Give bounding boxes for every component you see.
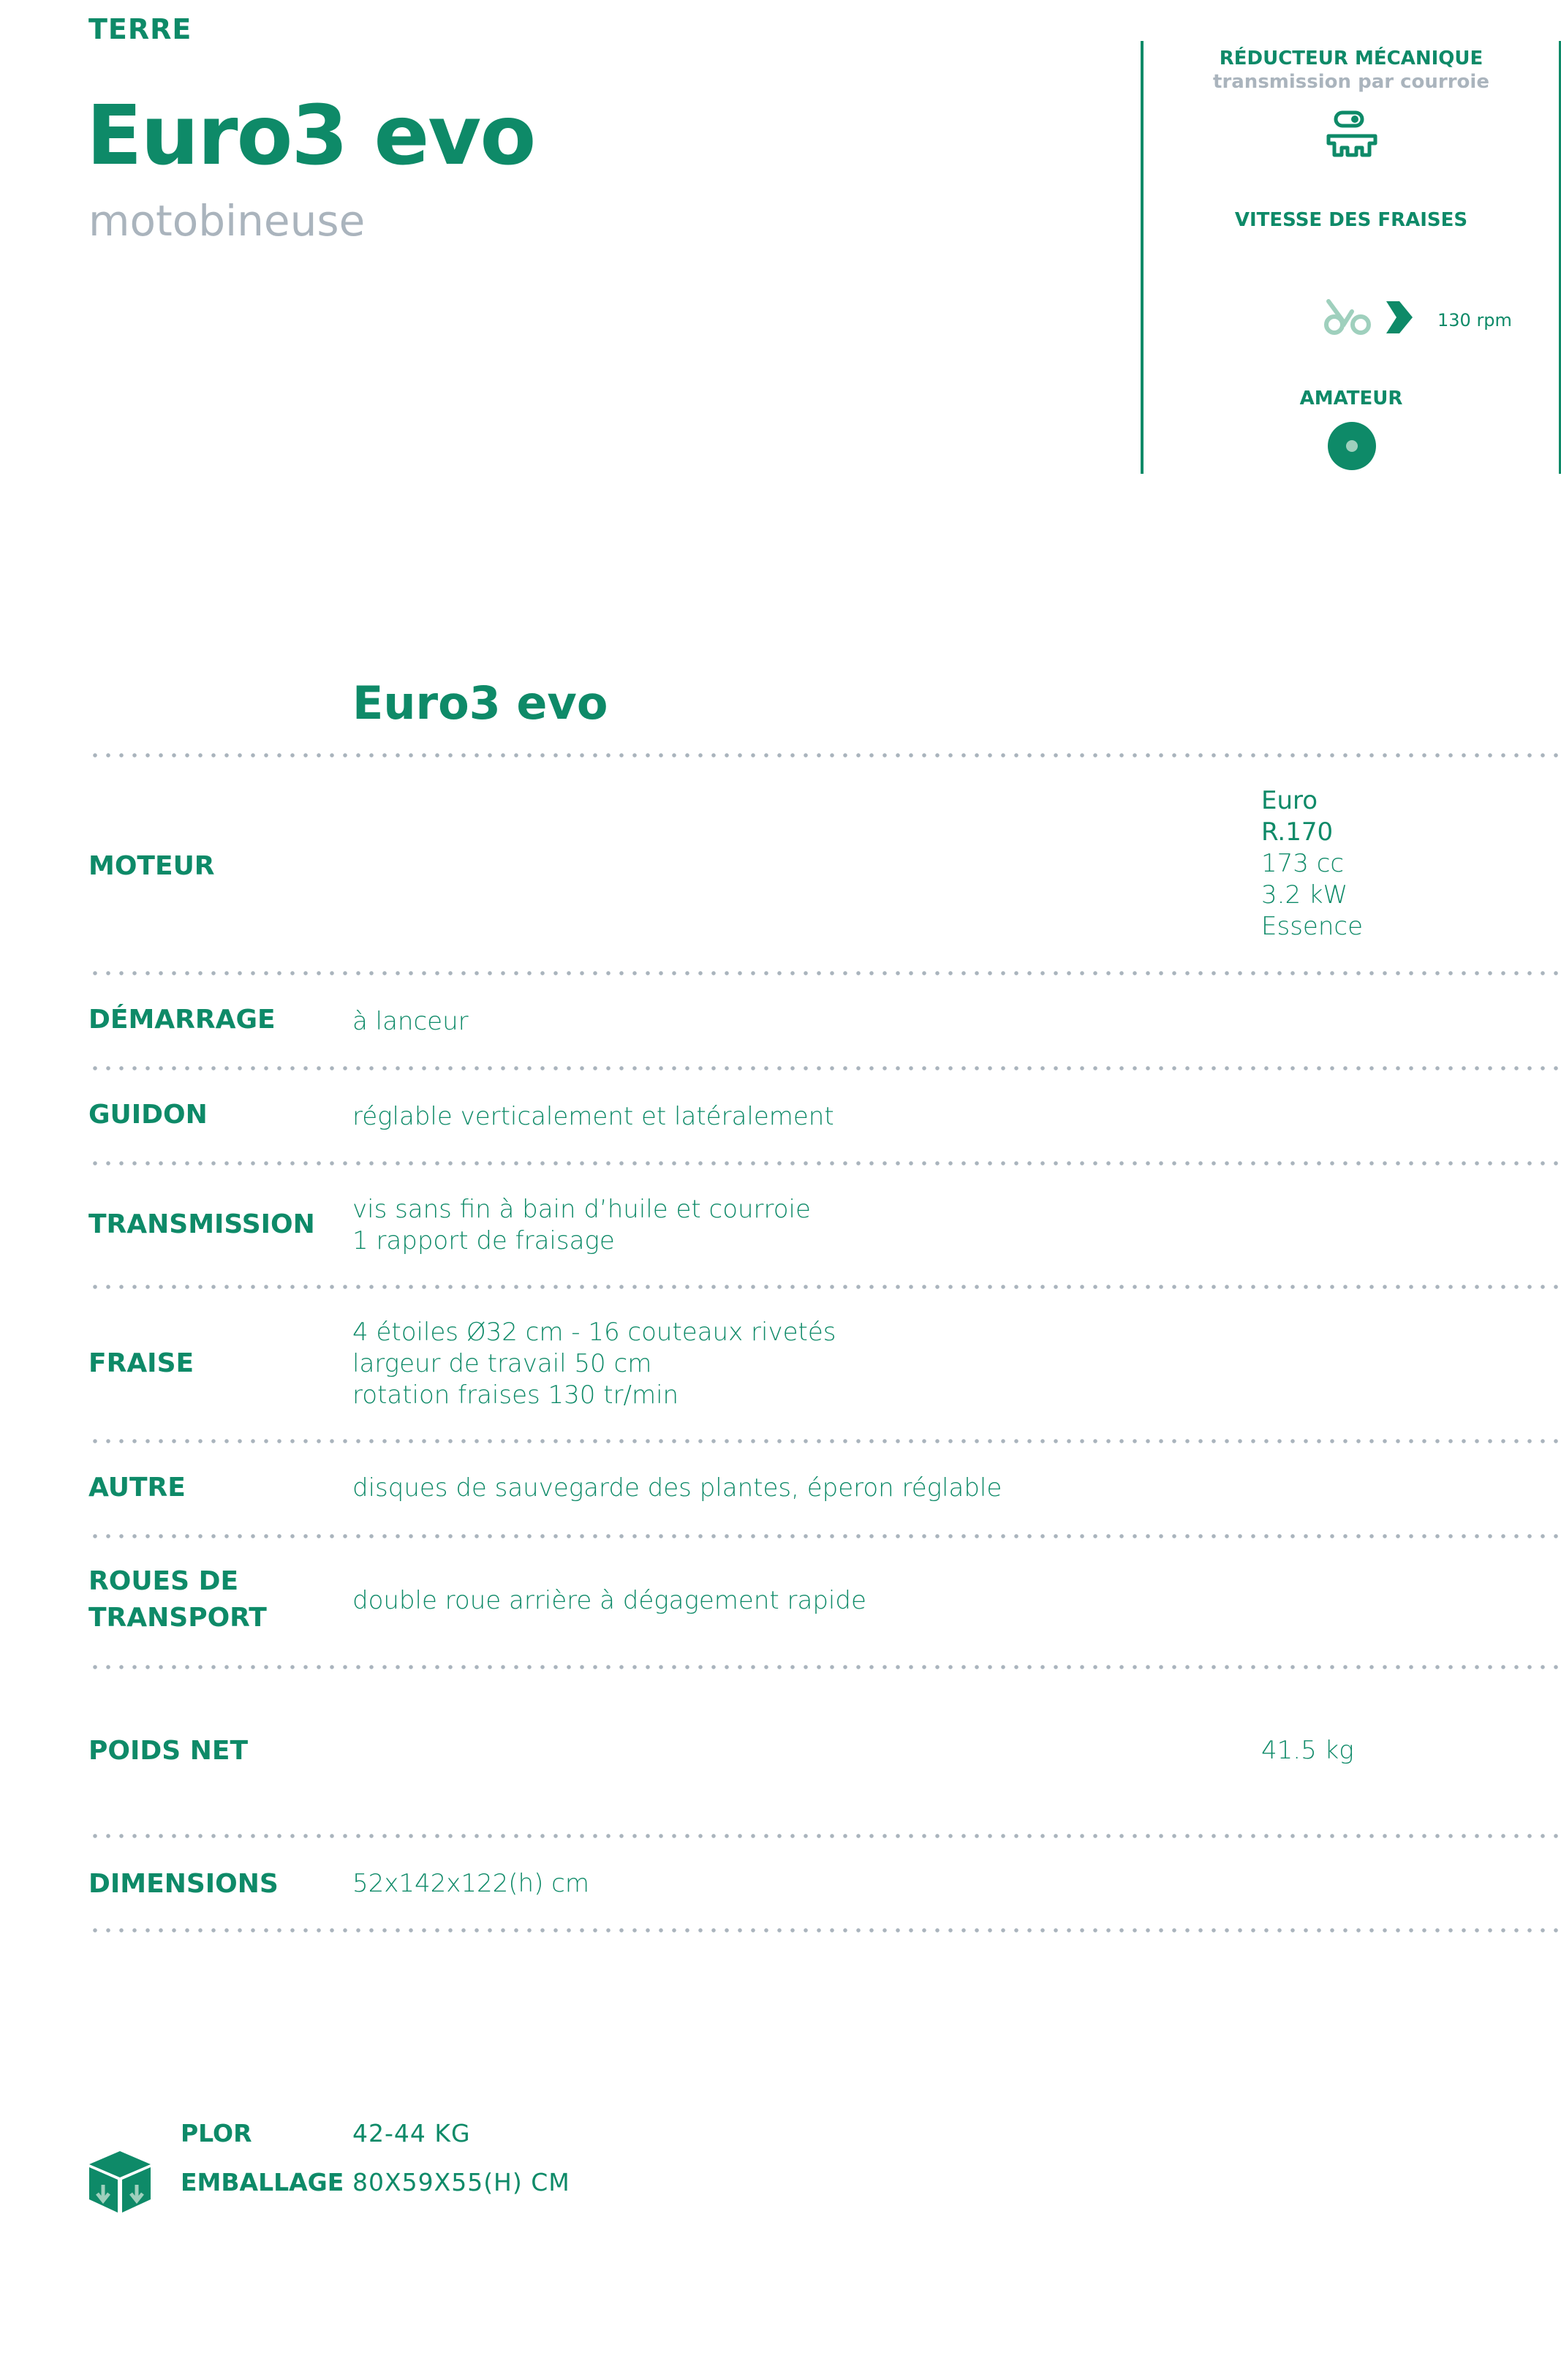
row-label-poids: POIDS NET (88, 1736, 249, 1766)
packaging-value: 80X59X55(H) CM (352, 2168, 570, 2196)
packaging-label: EMBALLAGE (181, 2168, 344, 2196)
divider (88, 1066, 1561, 1070)
table-model-title: Euro3 evo (352, 676, 608, 730)
row-value-autre: disques de sauvegarde des plantes, éperon réglable (352, 1473, 1002, 1503)
amateur-level-icon (1326, 420, 1377, 472)
divider (88, 753, 1561, 758)
row-value-moteur (1261, 785, 1363, 942)
plor-label: PLOR (181, 2119, 252, 2147)
page-subtitle: motobineuse (88, 196, 366, 246)
label-line: ROUES DE (88, 1566, 239, 1596)
value-line: largeur de travail 50 cm (352, 1349, 652, 1378)
value-line: vis sans fin à bain d’huile et courroie (352, 1195, 811, 1224)
engine-fuel: Essence (1261, 912, 1363, 941)
speed-title: VITESSE DES FRAISES (1234, 209, 1468, 231)
divider (88, 1928, 1561, 1933)
row-value-dimensions: 52x142x122(h) cm (352, 1869, 589, 1898)
row-value-transmission (352, 1194, 811, 1257)
value-line: 1 rapport de fraisage (352, 1226, 615, 1255)
row-label-demarrage: DÉMARRAGE (88, 1005, 276, 1035)
category-label: TERRE (88, 13, 192, 45)
page-title: Euro3 evo (86, 88, 535, 184)
divider (88, 1665, 1561, 1669)
row-label-guidon: GUIDON (88, 1100, 208, 1130)
row-label-fraise: FRAISE (88, 1348, 194, 1378)
row-value-poids: 41.5 kg (1261, 1736, 1354, 1765)
features-panel (1141, 41, 1561, 474)
reducer-subtitle: transmission par courroie (1213, 71, 1489, 93)
divider (88, 1285, 1561, 1289)
divider (88, 1834, 1561, 1838)
divider (88, 971, 1561, 975)
tiller-tines-icon (1323, 297, 1378, 338)
engine-model: R.170 (1261, 817, 1334, 847)
row-label-autre: AUTRE (88, 1473, 186, 1503)
row-label-dimensions: DIMENSIONS (88, 1869, 279, 1899)
row-value-roues: double roue arrière à dégagement rapide (352, 1586, 866, 1615)
engine-displacement: 173 cc (1261, 849, 1345, 878)
row-label-transmission: TRANSMISSION (88, 1209, 315, 1239)
divider (88, 1439, 1561, 1443)
reducer-title: RÉDUCTEUR MÉCANIQUE (1219, 48, 1483, 69)
label-line: TRANSPORT (88, 1603, 267, 1633)
divider (88, 1534, 1561, 1538)
engine-brand: Euro (1261, 786, 1318, 815)
plor-value: 42-44 KG (352, 2119, 471, 2147)
gear-reducer-icon (1323, 107, 1381, 165)
row-value-demarrage: à lanceur (352, 1007, 469, 1036)
row-value-guidon: réglable verticalement et latéralement (352, 1102, 834, 1131)
row-label-roues (88, 1563, 267, 1636)
engine-power: 3.2 kW (1261, 880, 1348, 910)
package-box-icon (86, 2148, 154, 2215)
chevron-right-icon (1385, 298, 1414, 336)
row-value-fraise (352, 1317, 836, 1411)
row-label-moteur: MOTEUR (88, 851, 215, 881)
value-line: 4 étoiles Ø32 cm - 16 couteaux rivetés (352, 1318, 836, 1347)
value-line: rotation fraises 130 tr/min (352, 1380, 679, 1410)
speed-value: 130 rpm (1437, 310, 1512, 330)
divider (88, 1161, 1561, 1166)
level-title: AMATEUR (1299, 388, 1403, 409)
